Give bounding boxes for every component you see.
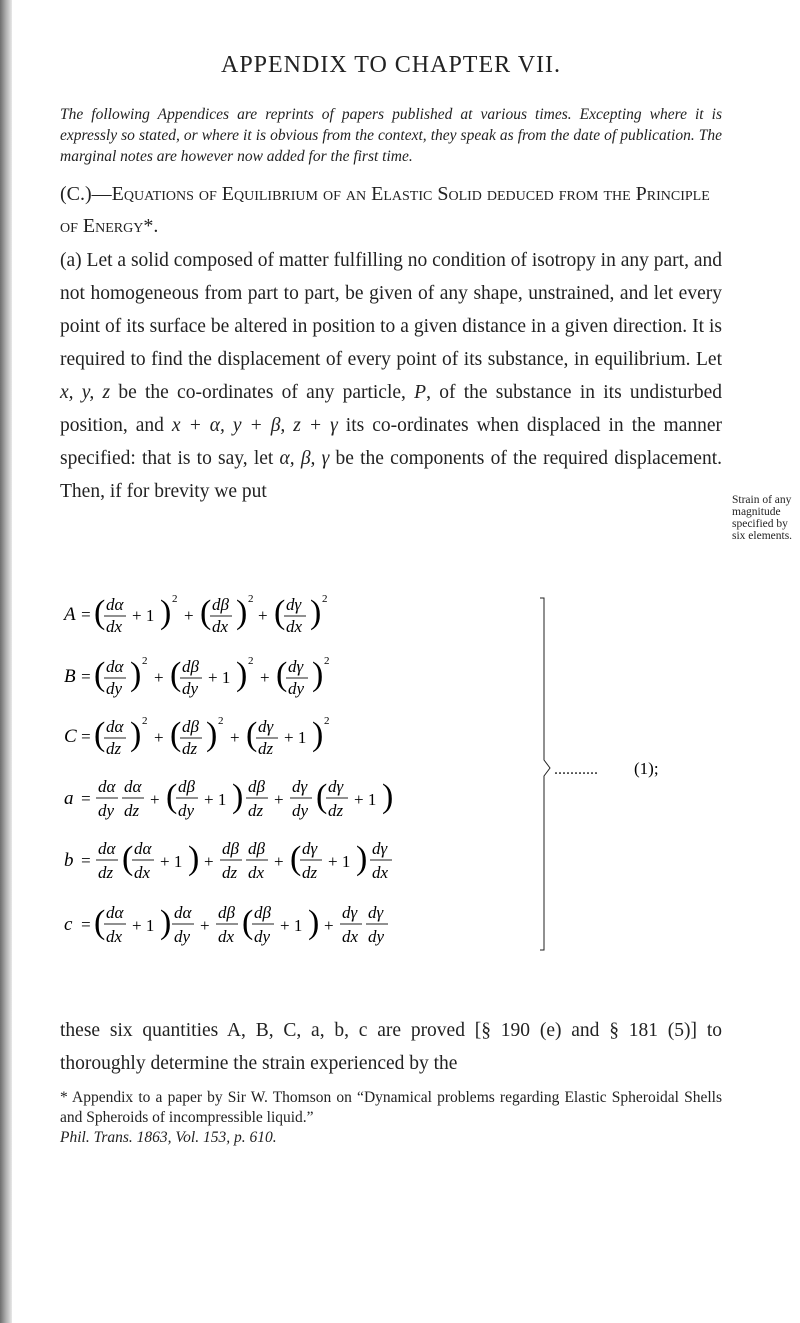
svg-text:dz: dz — [328, 801, 344, 820]
svg-text:dβ: dβ — [248, 839, 265, 858]
footnote — [60, 1088, 722, 1148]
svg-text:dβ: dβ — [248, 777, 265, 796]
svg-text:(: ( — [276, 656, 288, 693]
svg-text:): ) — [160, 594, 172, 631]
svg-text:): ) — [206, 716, 218, 753]
svg-text:dβ: dβ — [178, 777, 195, 796]
svg-text:(: ( — [316, 778, 328, 815]
svg-text:(: ( — [122, 840, 134, 877]
svg-text:2: 2 — [172, 593, 178, 605]
svg-text:(: ( — [170, 716, 182, 753]
svg-text:): ) — [160, 904, 172, 941]
svg-text:+ 1: + 1 — [328, 852, 351, 871]
margin-note: Strain of any magnitude specified by six elements. — [732, 494, 793, 542]
svg-text:dβ: dβ — [182, 717, 199, 736]
svg-text:+ 1: + 1 — [132, 606, 155, 625]
section-footnote-marker: *. — [143, 215, 159, 237]
svg-text:dγ: dγ — [258, 717, 274, 736]
svg-text:): ) — [130, 656, 142, 693]
svg-text:+: + — [154, 728, 164, 747]
svg-text:dβ: dβ — [182, 657, 199, 676]
eq-label-b: b — [64, 850, 74, 871]
svg-text:(: ( — [170, 656, 182, 693]
page — [60, 0, 800, 1323]
eq-label-A: A — [64, 604, 76, 625]
svg-text:dy: dy — [178, 801, 195, 820]
svg-text:+ 1: + 1 — [208, 668, 231, 687]
svg-text:dα: dα — [106, 657, 124, 676]
svg-text:(: ( — [166, 778, 178, 815]
svg-text:dγ: dγ — [292, 777, 308, 796]
svg-text:dz: dz — [258, 739, 274, 758]
svg-text:+: + — [150, 790, 160, 809]
svg-text:+: + — [324, 916, 334, 935]
eq-label-c: c — [64, 914, 73, 935]
svg-text:): ) — [312, 716, 324, 753]
svg-text:+: + — [274, 790, 284, 809]
svg-text:2: 2 — [322, 593, 328, 605]
svg-text:): ) — [308, 904, 320, 941]
svg-text:dz: dz — [222, 863, 238, 882]
svg-text:+: + — [200, 916, 210, 935]
svg-text:dγ: dγ — [368, 903, 384, 922]
svg-text:): ) — [312, 656, 324, 693]
para-part-3: , of the substance in its undisturbed position, and — [60, 382, 723, 436]
equation-A — [80, 593, 328, 636]
svg-text:=: = — [80, 727, 92, 746]
svg-text:dz: dz — [182, 739, 198, 758]
equation-C — [80, 715, 330, 758]
svg-text:dx: dx — [286, 617, 303, 636]
svg-text:dγ: dγ — [288, 657, 304, 676]
svg-text:dy: dy — [288, 679, 305, 698]
svg-text:dγ: dγ — [372, 839, 388, 858]
svg-text:): ) — [236, 594, 248, 631]
svg-text:dx: dx — [248, 863, 265, 882]
svg-text:dy: dy — [292, 801, 309, 820]
svg-text:2: 2 — [324, 715, 330, 727]
svg-text:+ 1: + 1 — [204, 790, 227, 809]
body-paragraph — [60, 244, 722, 508]
equation-B — [80, 655, 330, 698]
svg-text:2: 2 — [248, 655, 254, 667]
svg-text:dβ: dβ — [212, 595, 229, 614]
svg-text:+: + — [184, 606, 194, 625]
svg-text:dx: dx — [212, 617, 229, 636]
page-title: APPENDIX TO CHAPTER VII. — [220, 52, 562, 78]
svg-text:dα: dα — [106, 595, 124, 614]
para-part-1: (a) Let a solid composed of matter fulfilling no condition of isotropy in any part, and not homogeneous from part to part, be given of any shape, unstrained, and let every point of its surface be altered in position to a given distance in a given direction. It is required to find the displacement of every point of its substance, in equilibrium. Let — [60, 250, 722, 370]
svg-text:+: + — [274, 852, 284, 871]
svg-text:dy: dy — [174, 927, 191, 946]
svg-text:dy: dy — [106, 679, 123, 698]
svg-text:): ) — [236, 656, 248, 693]
svg-text:dx: dx — [106, 617, 123, 636]
svg-text:dx: dx — [134, 863, 151, 882]
svg-text:2: 2 — [324, 655, 330, 667]
svg-text:): ) — [232, 778, 244, 815]
svg-text:2: 2 — [218, 715, 224, 727]
svg-text:dz: dz — [124, 801, 140, 820]
svg-text:dβ: dβ — [254, 903, 271, 922]
svg-text:): ) — [382, 778, 394, 815]
svg-text:2: 2 — [142, 715, 148, 727]
intro-note: The following Appendices are reprints of papers published at various times. Excepting where it is expressly so stated, or where it is obvious from the context, they speak as from the date of publication. The marginal notes are however now added for the first time. — [60, 106, 722, 165]
right-brace — [540, 598, 550, 950]
after-equations-text: these six quantities A, B, C, a, b, c are proved [§ 190 (e) and § 181 (5)] to thoroughly determine the strain experienced by the — [60, 1020, 722, 1074]
section-heading-text: Equations of Equilibrium of an Elastic Solid deduced from the Principle of Energy — [60, 183, 710, 237]
svg-text:dα: dα — [98, 839, 116, 858]
svg-text:(: ( — [242, 904, 254, 941]
svg-text:dz: dz — [106, 739, 122, 758]
svg-text:=: = — [80, 667, 92, 686]
svg-text:+ 1: + 1 — [284, 728, 307, 747]
para-part-2: be the co-ordinates of any particle, — [110, 382, 415, 403]
svg-text:+: + — [258, 606, 268, 625]
svg-text:): ) — [356, 840, 368, 877]
section-heading — [60, 178, 722, 242]
svg-text:dβ: dβ — [218, 903, 235, 922]
equation-c — [80, 903, 388, 946]
svg-text:dγ: dγ — [328, 777, 344, 796]
svg-text:dz: dz — [98, 863, 114, 882]
svg-text:+: + — [260, 668, 270, 687]
svg-text:): ) — [188, 840, 200, 877]
svg-text:=: = — [80, 915, 92, 934]
equation-b — [80, 839, 392, 882]
svg-text:(: ( — [94, 904, 106, 941]
svg-text:(: ( — [274, 594, 286, 631]
svg-text:(: ( — [94, 656, 106, 693]
svg-text:dα: dα — [174, 903, 192, 922]
svg-text:+ 1: + 1 — [280, 916, 303, 935]
svg-text:(: ( — [246, 716, 258, 753]
equation-svg — [60, 590, 800, 1010]
svg-text:(: ( — [290, 840, 302, 877]
svg-text:dx: dx — [342, 927, 359, 946]
svg-text:=: = — [80, 605, 92, 624]
svg-text:+ 1: + 1 — [132, 916, 155, 935]
eq-label-B: B — [64, 666, 76, 687]
footnote-text: * Appendix to a paper by Sir W. Thomson on “Dynamical problems regarding Elastic Spheroidal Shells and Spheroids of incompressible liquid.” — [60, 1089, 722, 1126]
svg-text:): ) — [310, 594, 322, 631]
para-part-4: its co-ordinates when displaced in the manner specified: that is to say, let — [60, 415, 722, 469]
book-spine-shadow — [0, 0, 12, 1323]
svg-text:dx: dx — [218, 927, 235, 946]
svg-text:dz: dz — [302, 863, 318, 882]
section-label: (C.)— — [60, 183, 112, 205]
svg-text:dα: dα — [106, 903, 124, 922]
leader-dots: ........... — [554, 761, 598, 778]
svg-text:+ 1: + 1 — [160, 852, 183, 871]
svg-text:dx: dx — [372, 863, 389, 882]
svg-text:dy: dy — [98, 801, 115, 820]
svg-text:dx: dx — [106, 927, 123, 946]
para-coords: x, y, z — [60, 382, 111, 403]
svg-text:dγ: dγ — [302, 839, 318, 858]
svg-text:dα: dα — [98, 777, 116, 796]
equation-a — [80, 777, 393, 820]
footnote-reference: Phil. Trans. 1863, Vol. 153, p. 610. — [60, 1129, 277, 1146]
svg-text:dy: dy — [254, 927, 271, 946]
svg-text:dz: dz — [248, 801, 264, 820]
svg-text:2: 2 — [248, 593, 254, 605]
eq-label-C: C — [64, 726, 77, 747]
equation-block — [60, 590, 800, 1010]
svg-text:+: + — [230, 728, 240, 747]
svg-text:(: ( — [94, 594, 106, 631]
para-particle: P — [414, 382, 427, 403]
svg-text:dy: dy — [368, 927, 385, 946]
svg-text:dβ: dβ — [222, 839, 239, 858]
svg-text:dy: dy — [182, 679, 199, 698]
para-part-5: be the components of the required displacement. Then, if for brevity we put — [60, 448, 722, 502]
svg-text:+: + — [154, 668, 164, 687]
equation-number: (1); — [634, 759, 659, 778]
svg-text:=: = — [80, 851, 92, 870]
para-components: α, β, γ — [279, 448, 330, 469]
svg-text:(: ( — [200, 594, 212, 631]
eq-label-a: a — [64, 788, 74, 809]
svg-text:): ) — [130, 716, 142, 753]
svg-text:=: = — [80, 789, 92, 808]
svg-text:+ 1: + 1 — [354, 790, 377, 809]
svg-text:dγ: dγ — [342, 903, 358, 922]
svg-text:dα: dα — [134, 839, 152, 858]
svg-text:(: ( — [94, 716, 106, 753]
svg-text:+: + — [204, 852, 214, 871]
svg-text:dα: dα — [124, 777, 142, 796]
svg-text:dα: dα — [106, 717, 124, 736]
svg-text:2: 2 — [142, 655, 148, 667]
para-displaced: x + α, y + β, z + γ — [171, 415, 338, 436]
svg-text:dγ: dγ — [286, 595, 302, 614]
